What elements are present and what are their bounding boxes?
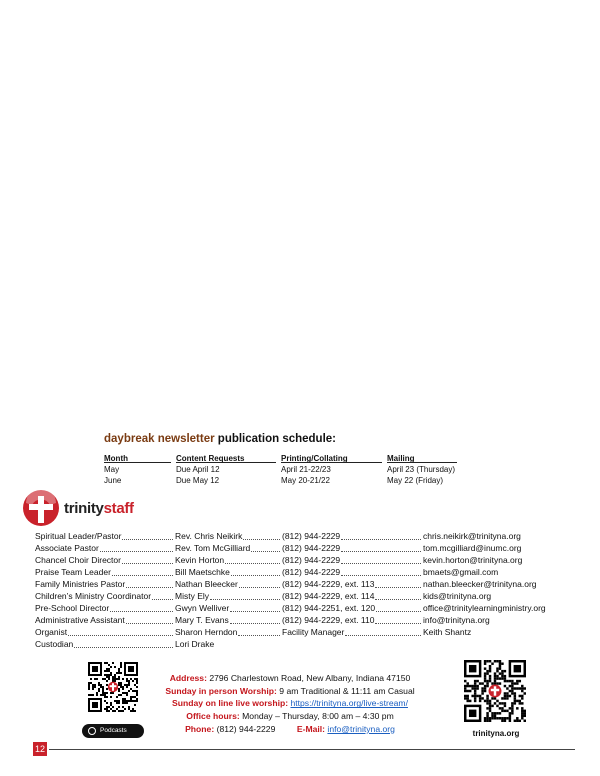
staff-email: tom.mcgilliard@inumc.org [423,543,522,553]
staff-phone: (812) 944-2229 [282,555,341,565]
live-stream-link[interactable]: https://trinityna.org/live-stream/ [290,698,408,709]
schedule-printing: April 21-22/23 [281,465,331,474]
schedule-header-content: Content Requests [176,454,245,463]
podcast-icon [88,727,96,735]
staff-name: Mary T. Evans [175,615,229,625]
staff-name: Bill Maetschke [175,567,230,577]
staff-phone: Facility Manager [282,627,345,637]
dot-leader [152,599,173,600]
dot-leader [112,575,173,576]
staff-phone: (812) 944-2229, ext. 110 [282,615,375,625]
podcasts-badge[interactable] [82,724,144,738]
dot-leader [225,563,280,564]
schedule-title-rest: publication schedule: [214,433,336,445]
staff-name: Sharon Herndon [175,627,238,637]
schedule-content-due: Due May 12 [176,476,220,485]
footer-rule [49,749,575,750]
staff-email: nathan.bleecker@trinityna.org [423,579,537,589]
staff-email: info@trinityna.org [423,615,490,625]
staff-name: Gwyn Welliver [175,603,230,613]
email-label: E-Mail: [296,723,326,734]
dot-leader [100,551,173,552]
schedule-header-underline [176,462,276,463]
dot-leader [251,551,280,552]
dot-leader [110,611,173,612]
schedule-title-brand: daybreak newsletter [104,433,215,445]
phone-email-line [150,723,430,736]
dot-leader [341,551,421,552]
dot-leader [341,539,421,540]
inperson-worship-line [150,685,430,698]
staff-heading [64,500,134,517]
qr-code-podcast[interactable] [88,662,138,712]
staff-phone: (812) 944-2251, ext. 120 [282,603,376,613]
staff-phone: (812) 944-2229 [282,531,341,541]
staff-name: Lori Drake [175,639,215,649]
address-label: Address: [169,673,207,683]
staff-phone: (812) 944-2229 [282,567,341,577]
dot-leader [68,635,173,636]
inperson-label: Sunday in person Worship: [165,685,277,696]
address-value: 2796 Charlestown Road, New Albany, Indiana 47150 [206,673,411,683]
staff-heading-trinity: trinity [64,500,104,517]
website-caption: trinityna.org [472,729,520,738]
staff-email: bmaets@gmail.com [423,567,499,577]
schedule-content-due: Due April 12 [176,465,220,474]
dot-leader [341,563,421,564]
phone-value: (812) 944-2229 [214,723,276,734]
online-worship-line [150,697,430,710]
staff-role: Chancel Choir Director [35,555,121,565]
staff-phone: (812) 944-2229, ext. 113 [282,579,375,589]
staff-role: Family Ministries Pastor [35,579,126,589]
staff-role: Pre-School Director [35,603,110,613]
staff-email: chris.neikirk@trinityna.org [423,531,521,541]
staff-role: Organist [35,627,68,637]
staff-role: Custodian [35,639,74,649]
dot-leader [230,623,280,624]
dot-leader [239,587,280,588]
email-link[interactable]: info@trinityna.org [327,723,395,734]
dot-leader [376,611,421,612]
office-hours-line [150,710,430,723]
phone-label: Phone: [185,723,215,734]
dot-leader [126,623,173,624]
schedule-header-month: Month [104,454,128,463]
schedule-header-underline [281,462,382,463]
dot-leader [122,539,173,540]
staff-phone: (812) 944-2229 [282,543,341,553]
staff-name: Nathan Bleecker [175,579,238,589]
staff-name: Rev. Tom McGilliard [175,543,251,553]
staff-phone: (812) 944-2229, ext. 114 [282,591,375,601]
dot-leader [345,635,421,636]
dot-leader [126,587,173,588]
staff-role: Children’s Ministry Coordinator [35,591,152,601]
inperson-value: 9 am Traditional & 11:11 am Casual [276,685,415,696]
schedule-month: June [104,476,122,485]
schedule-title [104,433,336,445]
dot-leader [238,635,280,636]
schedule-mailing: April 23 (Thursday) [387,465,456,474]
page-number: 12 [34,744,45,754]
staff-role: Administrative Assistant [35,615,125,625]
trinity-cross-logo-icon [22,489,60,527]
dot-leader [375,587,421,588]
schedule-month: May [104,465,120,474]
dot-leader [341,575,421,576]
address-line [150,672,430,685]
dot-leader [243,539,280,540]
podcasts-label: Podcasts [100,727,127,734]
schedule-mailing: May 22 (Friday) [387,476,444,485]
staff-role: Associate Pastor [35,543,99,553]
staff-role: Spiritual Leader/Pastor [35,531,122,541]
staff-name: Kevin Horton [175,555,225,565]
dot-leader [230,611,280,612]
schedule-header-underline [387,462,457,463]
schedule-printing: May 20-21/22 [281,476,330,485]
staff-name: Rev. Chris Neikirk [175,531,243,541]
dot-leader [375,623,421,624]
dot-leader [375,599,421,600]
office-hours-value: Monday – Thursday, 8:00 am – 4:30 pm [239,711,394,722]
staff-heading-staff: staff [103,500,134,517]
dot-leader [231,575,280,576]
online-label: Sunday on line live worship: [172,698,289,709]
staff-role: Praise Team Leader [35,567,111,577]
schedule-header-mailing: Mailing [387,454,415,463]
qr-code-website[interactable] [464,660,526,722]
church-contact-info [150,672,430,736]
dot-leader [74,647,173,648]
staff-name: Misty Ely [175,591,209,601]
staff-email: office@trinitylearningministry.org [423,603,546,613]
office-hours-label: Office hours: [186,711,240,722]
staff-email: kids@trinityna.org [423,591,492,601]
dot-leader [210,599,280,600]
schedule-header-printing: Printing/Collating [281,454,348,463]
staff-email: Keith Shantz [423,627,472,637]
schedule-header-underline [104,462,171,463]
dot-leader [122,563,173,564]
staff-email: kevin.horton@trinityna.org [423,555,523,565]
